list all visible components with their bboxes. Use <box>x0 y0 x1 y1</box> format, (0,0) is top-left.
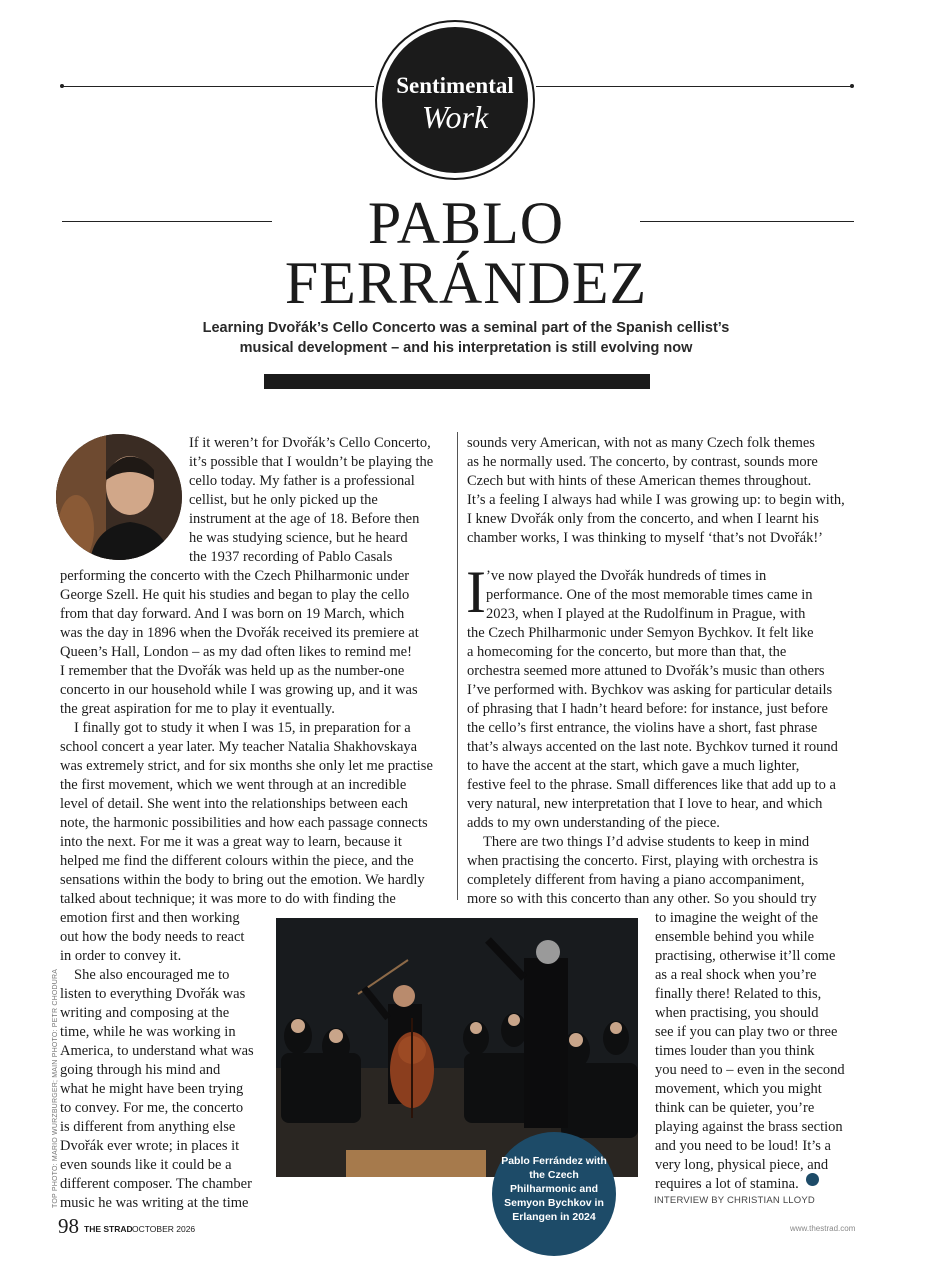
portrait-photo <box>56 434 182 560</box>
page-number: 98 <box>58 1214 79 1238</box>
section-badge-line2: Work <box>421 99 489 135</box>
text-line: times louder than you think <box>655 1043 815 1059</box>
text-line: George Szell. He quit his studies and began to play the cello <box>60 587 410 603</box>
text-line: adds to my own understanding of the piece. <box>467 815 720 831</box>
text-line: when practising the concerto. First, playing with orchestra is <box>467 853 819 869</box>
text-line: I knew Dvořák only from the concerto, and when I learnt his <box>467 511 819 527</box>
text-line: see if you can play two or three <box>655 1024 838 1040</box>
standfirst-line: Learning Dvořák’s Cello Concerto was a seminal part of the Spanish cellist’s <box>202 320 730 336</box>
text-line: even sounds like it could be a <box>60 1157 232 1173</box>
text-line: in order to convey it. <box>60 948 182 964</box>
text-line: talked about technique; it was more to do with finding the <box>60 891 396 907</box>
photo-caption: Pablo Ferrández with the Czech Philharmonic and Semyon Bychkov in Erlangen in 2024 <box>501 1155 607 1223</box>
standfirst-line: musical development – and his interpretation is still evolving now <box>239 340 693 356</box>
text-line: ’ve now played the Dvořák hundreds of times in <box>486 568 767 584</box>
footer-issue: OCTOBER 2026 <box>132 1224 196 1234</box>
text-line: performance. One of the most memorable times came in <box>486 587 813 603</box>
text-line: to imagine the weight of the <box>655 910 819 926</box>
text-line: more so with this concerto than any other. So you should try <box>467 891 817 907</box>
text-line: I finally got to study it when I was 15, in preparation for a <box>74 720 411 736</box>
byline: INTERVIEW BY CHRISTIAN LLOYD <box>654 1195 815 1206</box>
text-line: sounds very American, with not as many Czech folk themes <box>467 435 815 451</box>
text-line: out how the body needs to react <box>60 929 245 945</box>
text-line: playing against the brass section <box>655 1119 843 1135</box>
text-line: to convey. For me, the concerto <box>60 1100 244 1116</box>
header-rule-left <box>62 86 374 87</box>
text-line: level of detail. She went into the relationships between each <box>60 796 408 812</box>
photo-caption-badge <box>492 1132 616 1256</box>
text-line: as a real shock when you’re <box>655 967 817 983</box>
text-line: going through his mind and <box>60 1062 221 1078</box>
text-line: the Czech Philharmonic under Semyon Bychkov. It felt like <box>467 625 814 641</box>
text-line: was extremely strict, and for six months she only let me practise <box>60 758 433 774</box>
text-line: I’ve performed with. Bychkov was asking for particular details <box>467 682 833 698</box>
footer-magazine: THE STRAD <box>84 1224 133 1234</box>
text-line: festive feel to the phrase. Small differences like that add up to a <box>467 777 836 793</box>
text-line: what he might have been trying <box>60 1081 244 1097</box>
text-line: into the next. For me it was a great way to learn, because it <box>60 834 402 850</box>
text-line: note, the harmonic possibilities and how each passage connects <box>60 815 428 831</box>
text-line: helped me find the different colours within the piece, and the <box>60 853 414 869</box>
header-rule-right <box>536 86 852 87</box>
text-line: think can be quieter, you’re <box>655 1100 815 1116</box>
text-line: concerto in our household while I was growing up, and it was <box>60 682 418 698</box>
section-badge-line1: Sentimental <box>396 73 514 98</box>
text-line: from that day forward. And I was born on 19 March, which <box>60 606 405 622</box>
text-line: of phrasing that I hadn’t heard before: for instance, just before <box>467 701 828 717</box>
text-line: orchestra seemed more attuned to Dvořák’s music than others <box>467 663 825 679</box>
text-line: was the day in 1896 when the Dvořák received its premiere at <box>60 625 419 641</box>
text-line: different composer. The chamber <box>60 1176 252 1192</box>
text-line: is different from anything else <box>60 1119 236 1135</box>
text-line: chamber works, I was thinking to myself ‘that’s not Dvořák!’ <box>467 530 823 546</box>
text-line: the cello’s first entrance, the violins have a short, fast phrase <box>467 720 818 736</box>
text-line: that’s always accented on the last note. Bychkov turned it round <box>467 739 838 755</box>
text-line: finally there! Related to this, <box>655 986 822 1002</box>
section-badge <box>382 27 528 173</box>
text-line: 2023, when I played at the Rudolfinum in Prague, with <box>486 606 806 622</box>
text-line: school concert a year later. My teacher Natalia Shakhovskaya <box>60 739 418 755</box>
standfirst <box>170 318 762 358</box>
text-line: Queen’s Hall, London – as my dad often likes to remind me! <box>60 644 412 660</box>
text-line: Czech but with hints of these American themes throughout. <box>467 473 812 489</box>
text-line: to have the accent at the start, which gave a much lighter, <box>467 758 800 774</box>
column-divider <box>457 432 458 900</box>
concert-illustration <box>276 918 638 1177</box>
text-line: ensemble behind you while <box>655 929 815 945</box>
text-line: requires a lot of stamina. <box>655 1176 799 1192</box>
photo-credit: TOP PHOTO: MARIO WURZBURGER; MAIN PHOTO: PETR CHODURA <box>52 968 59 1208</box>
text-line: If it weren’t for Dvořák’s Cello Concerto, <box>189 435 431 451</box>
text-line: he was studying science, but he heard <box>189 530 408 546</box>
text-line: very long, physical piece, and <box>655 1157 829 1173</box>
text-line: cello today. My father is a professional <box>189 473 415 489</box>
concert-photo <box>276 918 638 1177</box>
text-line: practising, otherwise it’ll come <box>655 948 836 964</box>
text-line: when practising, you should <box>655 1005 819 1021</box>
text-line: movement, which you might <box>655 1081 822 1097</box>
text-line: listen to everything Dvořák was <box>60 986 246 1002</box>
text-line: time, while he was working in <box>60 1024 236 1040</box>
text-line: instrument at the age of 18. Before then <box>189 511 420 527</box>
text-line: There are two things I’d advise students to keep in mind <box>483 834 810 850</box>
text-line: very natural, new interpretation that I love to hear, and which <box>467 796 823 812</box>
text-line: cellist, but he only picked up the <box>189 492 378 508</box>
footer-url: www.thestrad.com <box>790 1224 856 1233</box>
end-mark-icon <box>806 1173 819 1186</box>
text-line: Dvořák ever wrote; in places it <box>60 1138 240 1154</box>
text-line: the first movement, which we went through at an incredible <box>60 777 407 793</box>
text-line: America, to understand what was <box>60 1043 254 1059</box>
text-line: music he was writing at the time <box>60 1195 249 1211</box>
header-rule-right-dot <box>850 84 854 88</box>
portrait-illustration <box>56 434 182 560</box>
headline-line1: PABLO <box>367 190 565 256</box>
text-line: it’s possible that I wouldn’t be playing the <box>189 454 434 470</box>
text-line: It’s a feeling I always had while I was growing up: to begin with, <box>467 492 845 508</box>
divider-bar <box>264 374 650 389</box>
text-line: as he normally used. The concerto, by contrast, sounds more <box>467 454 818 470</box>
text-line: the 1937 recording of Pablo Casals <box>189 549 393 565</box>
text-line: performing the concerto with the Czech Philharmonic under <box>60 568 410 584</box>
text-line: I remember that the Dvořák was held up as the number-one <box>60 663 405 679</box>
text-line: She also encouraged me to <box>74 967 230 983</box>
text-line: sensations within the body to bring out the emotion. We hardly <box>60 872 425 888</box>
text-line: you need to – even in the second <box>655 1062 845 1078</box>
text-line: and you need to be loud! It’s a <box>655 1138 831 1154</box>
drop-cap: I <box>466 559 486 625</box>
text-line: the great aspiration for me to play it eventually. <box>60 701 335 717</box>
text-line: emotion first and then working <box>60 910 240 926</box>
text-line: completely different from having a piano accompaniment, <box>467 872 805 888</box>
text-line: a homecoming for the concerto, but more than that, the <box>467 644 787 660</box>
headline-line2: FERRÁNDEZ <box>284 250 648 316</box>
header-rule-left-dot <box>60 84 64 88</box>
text-line: writing and composing at the <box>60 1005 230 1021</box>
